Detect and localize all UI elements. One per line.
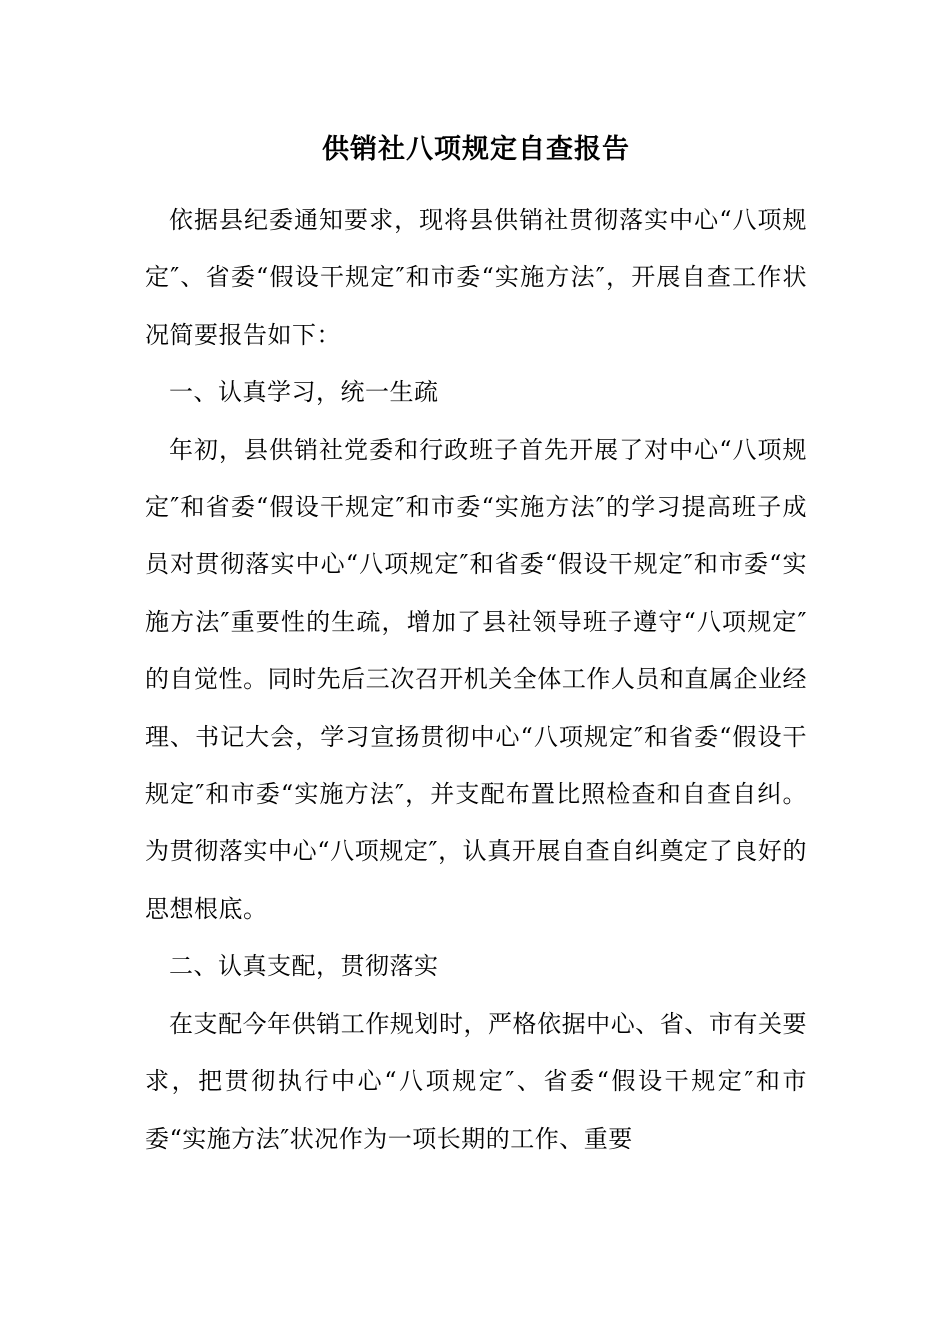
section-1-paragraph: 年初，县供销社党委和行政班子首先开展了对中心“八项规定″和省委“假设干规定″和市委“实施方法″的学习提高班子成员对贯彻落实中心“八项规定″和省委“假设干规定″和市委“实施方法″重要性的生疏，增加了县社领导班子遵守“八项规定″的自觉性。同时先后三次召开机关全体工作人员和直属企业经理、书记大会，学习宣扬贯彻中心“八项规定″和省委“假设干规定″和市委“实施方法″，并支配布置比照检查和自查自纠。为贯彻落实中心“八项规定″，认真开展自查自纠奠定了良好的思想根底。 — [145, 435, 807, 923]
document-body — [145, 128, 807, 1168]
section-2-paragraph: 在支配今年供销工作规划时，严格依据中心、省、市有关要求，把贯彻执行中心“八项规定″、省委“假设干规定″和市委“实施方法″状况作为一项长期的工作、重要 — [145, 1009, 807, 1153]
section-heading-2: 二、认真支配，贯彻落实 — [169, 952, 439, 981]
document-title: 供销社八项规定自查报告 — [322, 134, 630, 165]
section-heading-1: 一、认真学习，统一生疏 — [169, 378, 439, 407]
intro-paragraph: 依据县纪委通知要求，现将县供销社贯彻落实中心“八项规定″、省委“假设干规定″和市委“实施方法″，开展自查工作状况简要报告如下： — [145, 206, 807, 349]
